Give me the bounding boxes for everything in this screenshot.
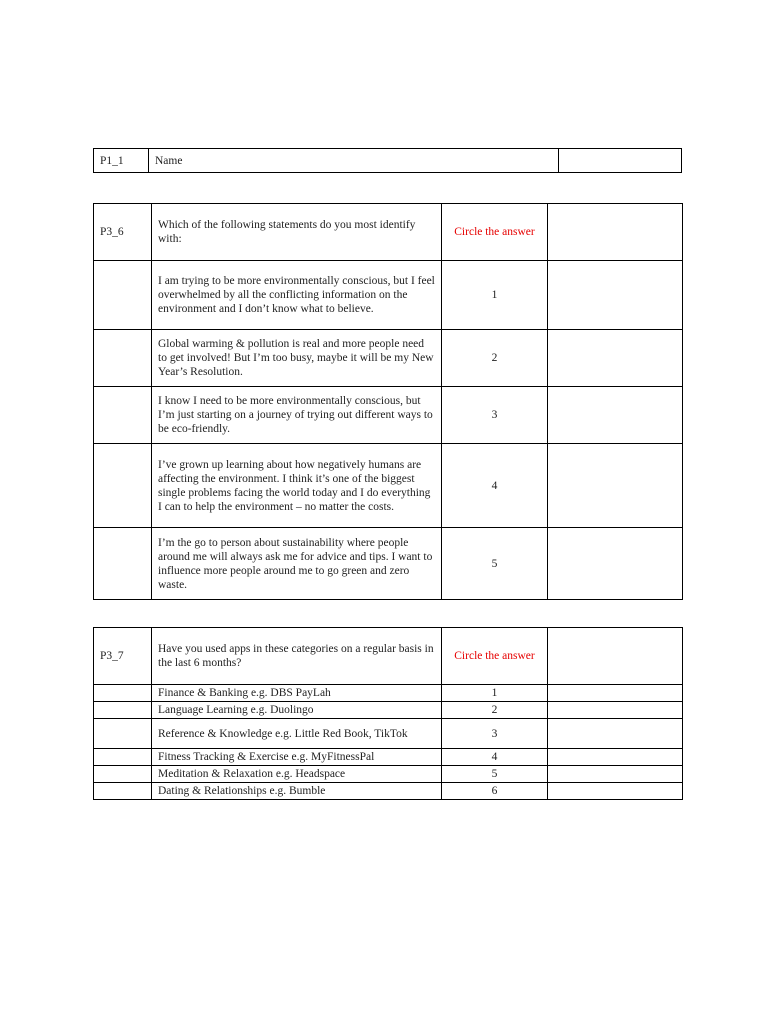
option-number[interactable]: 1: [442, 685, 548, 702]
name-question-table: [93, 148, 682, 173]
name-label: Name: [149, 149, 559, 173]
option-text: I am trying to be more environmentally conscious, but I feel overwhelmed by all the conflicting information on the environment and I don’t know what to believe.: [152, 261, 442, 330]
app-usage-table: [93, 627, 683, 800]
answer-cell[interactable]: [548, 444, 683, 528]
table-row: [94, 702, 683, 719]
option-number[interactable]: 5: [442, 766, 548, 783]
answer-cell[interactable]: [548, 783, 683, 800]
blank-cell: [94, 444, 152, 528]
table-row: [94, 766, 683, 783]
answer-cell[interactable]: [548, 702, 683, 719]
table-row: [94, 444, 683, 528]
option-text: Meditation & Relaxation e.g. Headspace: [152, 766, 442, 783]
answer-cell[interactable]: [548, 749, 683, 766]
blank-cell: [94, 749, 152, 766]
table-row: [94, 149, 682, 173]
option-number[interactable]: 3: [442, 719, 548, 749]
answer-cell[interactable]: [548, 628, 683, 685]
option-text: Reference & Knowledge e.g. Little Red Book, TikTok: [152, 719, 442, 749]
answer-cell[interactable]: [548, 330, 683, 387]
table-row: [94, 783, 683, 800]
option-text: Language Learning e.g. Duolingo: [152, 702, 442, 719]
option-number[interactable]: 4: [442, 749, 548, 766]
instruction-text: Circle the answer: [442, 204, 548, 261]
option-text: I’ve grown up learning about how negatively humans are affecting the environment. I think it’s one of the biggest single problems facing the world today and I do everything I can to help the environment – no matter the costs.: [152, 444, 442, 528]
answer-cell[interactable]: [548, 766, 683, 783]
option-text: I know I need to be more environmentally conscious, but I’m just starting on a journey of trying out different ways to be eco-friendly.: [152, 387, 442, 444]
answer-cell[interactable]: [548, 528, 683, 600]
question-id: P1_1: [94, 149, 149, 173]
option-number[interactable]: 3: [442, 387, 548, 444]
option-number[interactable]: 2: [442, 330, 548, 387]
table-row: [94, 685, 683, 702]
blank-cell: [94, 766, 152, 783]
answer-cell[interactable]: [548, 387, 683, 444]
table-row: [94, 719, 683, 749]
question-text: Have you used apps in these categories on a regular basis in the last 6 months?: [152, 628, 442, 685]
option-number[interactable]: 5: [442, 528, 548, 600]
instruction-text: Circle the answer: [442, 628, 548, 685]
table-row: [94, 261, 683, 330]
blank-cell: [94, 261, 152, 330]
option-number[interactable]: 4: [442, 444, 548, 528]
blank-cell: [94, 528, 152, 600]
blank-cell: [94, 719, 152, 749]
table-row: [94, 330, 683, 387]
table-header-row: [94, 204, 683, 261]
answer-cell[interactable]: [548, 685, 683, 702]
name-answer-cell[interactable]: [559, 149, 682, 173]
blank-cell: [94, 330, 152, 387]
option-text: I’m the go to person about sustainability where people around me will always ask me for advice and tips. I want to influence more people around me to go green and zero waste.: [152, 528, 442, 600]
blank-cell: [94, 387, 152, 444]
question-id: P3_6: [94, 204, 152, 261]
option-number[interactable]: 2: [442, 702, 548, 719]
answer-cell[interactable]: [548, 719, 683, 749]
blank-cell: [94, 783, 152, 800]
option-text: Global warming & pollution is real and more people need to get involved! But I’m too busy, maybe it will be my New Year’s Resolution.: [152, 330, 442, 387]
option-number[interactable]: 6: [442, 783, 548, 800]
blank-cell: [94, 702, 152, 719]
option-number[interactable]: 1: [442, 261, 548, 330]
table-row: [94, 749, 683, 766]
question-id: P3_7: [94, 628, 152, 685]
table-row: [94, 387, 683, 444]
option-text: Fitness Tracking & Exercise e.g. MyFitnessPal: [152, 749, 442, 766]
option-text: Finance & Banking e.g. DBS PayLah: [152, 685, 442, 702]
table-header-row: [94, 628, 683, 685]
table-row: [94, 528, 683, 600]
environment-attitude-table: [93, 203, 683, 600]
question-text: Which of the following statements do you most identify with:: [152, 204, 442, 261]
blank-cell: [94, 685, 152, 702]
answer-cell[interactable]: [548, 261, 683, 330]
option-text: Dating & Relationships e.g. Bumble: [152, 783, 442, 800]
answer-cell[interactable]: [548, 204, 683, 261]
